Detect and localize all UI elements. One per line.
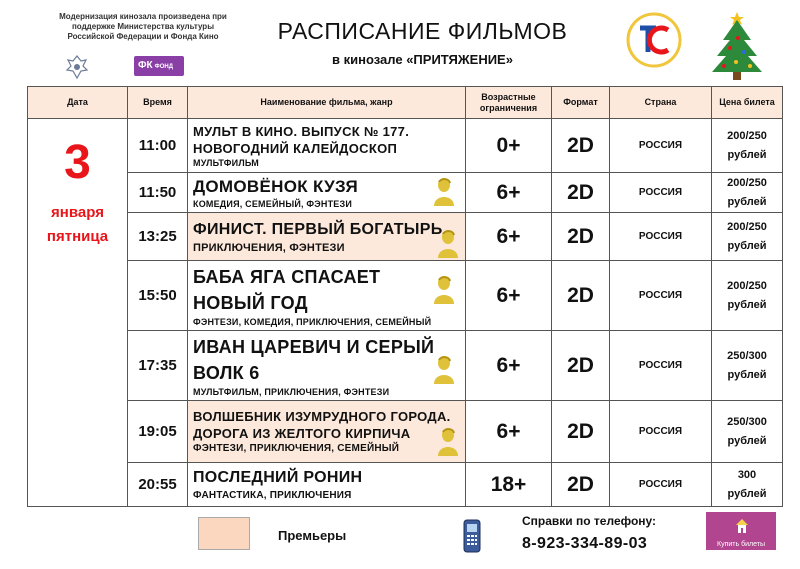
film-title: БАБА ЯГА СПАСАЕТ (193, 266, 381, 287)
page-subtitle: в кинозале «ПРИТЯЖЕНИЕ» (332, 52, 513, 67)
christmas-tree-icon (706, 8, 768, 82)
column-header-country: Страна (610, 87, 712, 119)
phone-number[interactable]: 8-923-334-89-03 (522, 535, 648, 552)
date-month: января (51, 204, 104, 221)
price-unit: рублей (727, 434, 767, 447)
date-day: 3 (64, 136, 91, 189)
column-header-format: Формат (552, 87, 610, 119)
column-header-film: Наименование фильма, жанр (188, 87, 466, 119)
column-header-price: Цена билета (712, 87, 783, 119)
price-cell (712, 401, 783, 463)
film-genre: МУЛЬТФИЛЬМ, ПРИКЛЮЧЕНИЯ, ФЭНТЕЗИ (193, 386, 390, 397)
age-cell: 6+ (466, 261, 552, 331)
country-cell: РОССИЯ (610, 119, 712, 173)
date-cell (28, 119, 128, 507)
column-header-date: Дата (28, 87, 128, 119)
table-row (28, 401, 783, 463)
price-cell (712, 261, 783, 331)
film-title: ДОМОВЁНОК КУЗЯ (193, 176, 358, 196)
film-cell (188, 261, 466, 331)
country-cell: РОССИЯ (610, 463, 712, 507)
price-cell (712, 213, 783, 261)
support-note (38, 12, 248, 42)
country-cell: РОССИЯ (610, 331, 712, 401)
price-value: 200/250 (727, 220, 767, 233)
fund-kino-logo: ФК ФОНД (134, 56, 184, 76)
format-cell: 2D (552, 401, 610, 463)
date-weekday: пятница (46, 228, 109, 245)
pushkin-card-icon (431, 176, 457, 206)
film-title: НОВЫЙ ГОД (193, 292, 308, 313)
price-value: 300 (737, 468, 757, 481)
ministry-emblem-icon (64, 54, 90, 80)
phone-help-label: Справки по телефону: (522, 514, 657, 528)
buy-tickets-button[interactable] (706, 512, 776, 550)
support-note-line: Модернизация кинозала произведена при (59, 12, 227, 21)
film-title: МУЛЬТ В КИНО. ВЫПУСК № 177. (193, 123, 410, 139)
format-cell: 2D (552, 173, 610, 213)
film-genre: ФЭНТЕЗИ, КОМЕДИЯ, ПРИКЛЮЧЕНИЯ, СЕМЕЙНЫЙ (193, 316, 432, 327)
schedule-table (27, 86, 783, 507)
price-unit: рублей (727, 195, 767, 208)
time-cell: 13:25 (128, 213, 188, 261)
format-cell: 2D (552, 261, 610, 331)
country-cell: РОССИЯ (610, 261, 712, 331)
table-row (28, 173, 783, 213)
film-genre: ФЭНТЕЗИ, ПРИКЛЮЧЕНИЯ, СЕМЕЙНЫЙ (193, 442, 400, 454)
age-cell: 18+ (466, 463, 552, 507)
film-title: ДОРОГА ИЗ ЖЕЛТОГО КИРПИЧА (193, 425, 411, 441)
film-title: НОВОГОДНИЙ КАЛЕЙДОСКОП (193, 140, 398, 156)
price-value: 200/250 (727, 279, 767, 292)
age-cell: 6+ (466, 401, 552, 463)
film-title: ВОЛК 6 (193, 362, 260, 383)
pushkin-card-icon (435, 426, 461, 456)
price-cell (712, 173, 783, 213)
age-cell: 6+ (466, 213, 552, 261)
premiere-legend-swatch (198, 517, 250, 550)
time-cell: 11:50 (128, 173, 188, 213)
buy-tickets-label: Купить билеты (717, 540, 765, 548)
time-cell: 15:50 (128, 261, 188, 331)
price-cell (712, 331, 783, 401)
pushkin-card-icon (431, 274, 457, 304)
price-value: 250/300 (727, 415, 767, 428)
cinema-logo-icon (626, 12, 682, 68)
film-title: ВОЛШЕБНИК ИЗУМРУДНОГО ГОРОДА. (193, 408, 451, 424)
table-row (28, 213, 783, 261)
age-cell: 6+ (466, 173, 552, 213)
film-genre: КОМЕДИЯ, СЕМЕЙНЫЙ, ФЭНТЕЗИ (193, 198, 352, 209)
time-cell: 17:35 (128, 331, 188, 401)
price-value: 200/250 (727, 129, 767, 142)
film-cell (188, 331, 466, 401)
price-unit: рублей (727, 239, 767, 252)
price-value: 200/250 (727, 176, 767, 189)
film-title: ИВАН ЦАРЕВИЧ И СЕРЫЙ (193, 336, 435, 357)
price-unit: рублей (727, 368, 767, 381)
pushkin-card-icon (431, 354, 457, 384)
price-unit: рублей (727, 148, 767, 161)
column-header-age: Возрастные ограничения (466, 87, 552, 119)
film-title: ФИНИСТ. ПЕРВЫЙ БОГАТЫРЬ (193, 220, 443, 238)
film-genre: ФАНТАСТИКА, ПРИКЛЮЧЕНИЯ (193, 489, 352, 501)
format-cell: 2D (552, 331, 610, 401)
table-row (28, 261, 783, 331)
film-cell (188, 463, 466, 507)
format-cell: 2D (552, 213, 610, 261)
support-note-line: поддержке Министерства культуры (71, 22, 215, 31)
table-row (28, 463, 783, 507)
column-header-time: Время (128, 87, 188, 119)
film-title: ПОСЛЕДНИЙ РОНИН (193, 468, 363, 486)
table-header-row (28, 87, 783, 119)
price-unit: рублей (727, 298, 767, 311)
table-row (28, 119, 783, 173)
format-cell: 2D (552, 119, 610, 173)
table-row (28, 331, 783, 401)
time-cell: 20:55 (128, 463, 188, 507)
price-unit: рублей (727, 487, 767, 500)
premiere-legend-label: Премьеры (278, 528, 347, 543)
age-cell: 6+ (466, 331, 552, 401)
film-cell (188, 119, 466, 173)
sponsor-logos (52, 52, 222, 80)
film-genre: ПРИКЛЮЧЕНИЯ, ФЭНТЕЗИ (193, 241, 345, 254)
pushkin-card-icon (435, 228, 461, 258)
film-cell-premiere (188, 401, 466, 463)
age-cell: 0+ (466, 119, 552, 173)
country-cell: РОССИЯ (610, 213, 712, 261)
time-cell: 19:05 (128, 401, 188, 463)
price-value: 250/300 (727, 349, 767, 362)
country-cell: РОССИЯ (610, 173, 712, 213)
mobile-phone-icon (462, 518, 482, 554)
film-cell (188, 173, 466, 213)
price-cell (712, 463, 783, 507)
format-cell: 2D (552, 463, 610, 507)
page-title: РАСПИСАНИЕ ФИЛЬМОВ (277, 18, 568, 44)
support-note-line: Российской Федерации и Фонда Кино (67, 32, 219, 41)
ticket-house-icon (735, 518, 749, 534)
country-cell: РОССИЯ (610, 401, 712, 463)
time-cell: 11:00 (128, 119, 188, 173)
film-genre: МУЛЬТФИЛЬМ (193, 157, 259, 168)
price-cell (712, 119, 783, 173)
film-cell-premiere (188, 213, 466, 261)
